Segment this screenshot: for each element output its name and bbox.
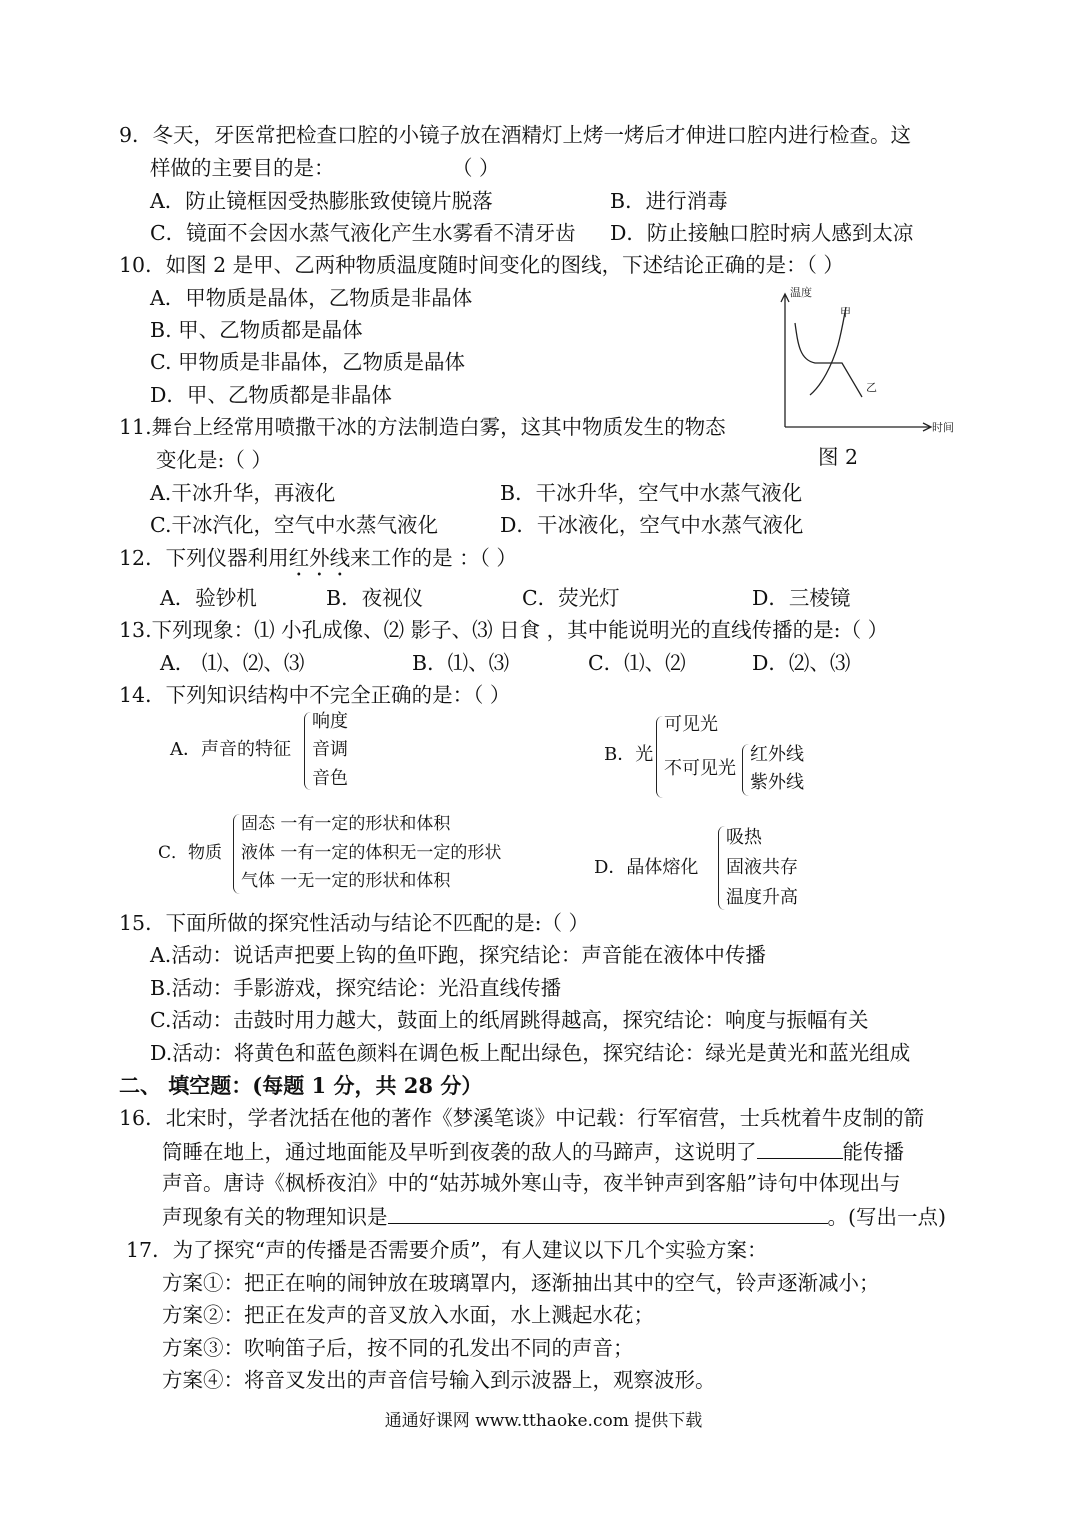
q10-option-a: A．甲物质是晶体，乙物质是非晶体 xyxy=(150,286,473,310)
q11-option-a: A.干冰升华，再液化 xyxy=(150,481,336,505)
figure-caption: 图 2 xyxy=(818,445,859,469)
q14-b-invisible: 不可见光 xyxy=(664,758,736,779)
q14-c-item-1: 固态 一有一定的形状和体积 xyxy=(241,814,451,834)
q12-emphasis: 红外线 xyxy=(288,546,351,570)
q14-a-label: A．声音的特征 xyxy=(170,739,291,760)
q17-plan-3: 方案③：吹响笛子后，按不同的孔发出不同的声音； xyxy=(162,1336,634,1360)
q15-option-a: A.活动：说话声把要上钩的鱼吓跑，探究结论：声音能在液体中传播 xyxy=(150,943,766,967)
q14-a-item-1: 响度 xyxy=(312,711,348,732)
q17-plan-1: 方案①：把正在响的闹钟放在玻璃罩内，逐渐抽出其中的空气，铃声逐渐减小； xyxy=(162,1271,880,1295)
q13-option-a: A． ⑴、⑵、⑶ xyxy=(160,651,305,675)
q16-line2 xyxy=(162,1136,904,1167)
q14-d-item-3: 温度升高 xyxy=(726,887,798,908)
q14-a-brace xyxy=(304,712,311,790)
q16-line3: 声音。唐诗《枫桥夜泊》中的“姑苏城外寒山寺，夜半钟声到客船”诗句中体现出与 xyxy=(162,1171,901,1195)
q14-a-item-2: 音调 xyxy=(312,739,348,760)
q16-line1: 16．北宋时，学者沈括在他的著作《梦溪笔谈》中记载：行军宿营，士兵枕着牛皮制的箭 xyxy=(119,1106,925,1130)
q16-line2-tail: 能传播 xyxy=(842,1140,904,1164)
q15-option-c: C.活动：击鼓时用力越大，鼓面上的纸屑跳得越高，探究结论：响度与振幅有关 xyxy=(150,1008,869,1032)
q9-option-d: D．防止接触口腔时病人感到太凉 xyxy=(610,221,914,245)
q16-blank-1[interactable] xyxy=(757,1136,843,1159)
q14-b-sub-brace xyxy=(742,744,749,796)
q16-line4-tail: 。(写出一点) xyxy=(827,1205,946,1229)
q12-option-d: D．三棱镜 xyxy=(752,586,851,610)
q14-line1: 14．下列知识结构中不完全正确的是：（ ） xyxy=(119,683,511,707)
q14-c-item-2: 液体 一有一定的体积无一定的形状 xyxy=(241,843,502,863)
q14-d-label: D．晶体熔化 xyxy=(594,857,699,878)
q13-option-b: B．⑴、⑶ xyxy=(412,651,510,675)
q14-c-item-3: 气体 一无一定的形状和体积 xyxy=(241,871,451,891)
q16-line4 xyxy=(162,1201,946,1232)
q9-line1: 9．冬天，牙医常把检查口腔的小镜子放在酒精灯上烤一烤后才伸进口腔内进行检查。这 xyxy=(119,123,912,147)
q16-line4-text: 声现象有关的物理知识是 xyxy=(162,1205,388,1229)
q10-line1: 10．如图 2 是甲、乙两种物质温度随时间变化的图线，下述结论正确的是：（ ） xyxy=(119,253,844,277)
figure-jia-label: 甲 xyxy=(840,306,851,319)
q13-option-c: C．⑴、⑵ xyxy=(588,651,686,675)
q10-option-c: C. 甲物质是非晶体，乙物质是晶体 xyxy=(150,350,465,374)
q9-option-c: C．镜面不会因水蒸气液化产生水雾看不清牙齿 xyxy=(150,221,576,245)
q15-option-d: D.活动：将黄色和蓝色颜料在调色板上配出绿色，探究结论：绿光是黄光和蓝光组成 xyxy=(150,1041,911,1065)
q9-option-b: B．进行消毒 xyxy=(610,189,728,213)
q17-plan-2: 方案②：把正在发声的音叉放入水面，水上溅起水花； xyxy=(162,1303,654,1327)
q13-line1: 13.下列现象：⑴ 小孔成像、⑵ 影子、⑶ 日食 ，其中能说明光的直线传播的是:（ ） xyxy=(119,618,889,642)
q14-d-item-1: 吸热 xyxy=(726,827,762,848)
q16-line2-text: 筒睡在地上，通过地面能及早听到夜袭的敌人的马蹄声，这说明了 xyxy=(162,1140,757,1164)
figure-ylabel: 温度 xyxy=(790,286,812,299)
q9-paren: （ ） xyxy=(452,156,500,180)
q14-b-item-1: 红外线 xyxy=(750,744,804,765)
q14-b-label: B．光 xyxy=(604,744,654,765)
q11-option-b: B．干冰升华，空气中水蒸气液化 xyxy=(500,481,803,505)
q14-a-item-3: 音色 xyxy=(312,768,348,789)
q12-text-pre: 12．下列仪器利用 xyxy=(119,546,289,570)
q12-text-post: 来工作的是 ：（ ） xyxy=(350,546,517,570)
q12-option-b: B．夜视仪 xyxy=(326,586,424,610)
figure-yi-label: 乙 xyxy=(866,381,877,394)
page-footer: 通通好课网 www.tthaoke.com 提供下载 xyxy=(384,1411,703,1431)
q12-option-a: A．验钞机 xyxy=(160,586,257,610)
q9-option-a: A．防止镜框因受热膨胀致使镜片脱落 xyxy=(150,189,493,213)
section-2-heading: 二、 填空题：(每题 1 分，共 28 分） xyxy=(119,1073,483,1098)
q15-option-b: B.活动：手影游戏，探究结论：光沿直线传播 xyxy=(150,976,562,1000)
q14-c-label: C．物质 xyxy=(158,843,223,863)
q17-line1: 17．为了探究“声的传播是否需要介质”，有人建议以下几个实验方案： xyxy=(126,1238,768,1262)
q17-plan-4: 方案④：将音叉发出的声音信号输入到示波器上，观察波形。 xyxy=(162,1368,716,1392)
q13-option-d: D．⑵、⑶ xyxy=(752,651,851,675)
q14-d-brace xyxy=(718,826,725,910)
q12-line1 xyxy=(119,543,517,581)
q14-b-brace xyxy=(656,716,663,798)
q11-line2: 变化是:（ ） xyxy=(156,448,272,472)
q14-d-item-2: 固液共存 xyxy=(726,857,798,878)
figure-2-graph xyxy=(760,285,950,435)
q11-line1: 11.舞台上经常用喷撒干冰的方法制造白雾，这其中物质发生的物态 xyxy=(119,415,726,439)
q14-c-brace xyxy=(233,814,240,894)
figure-xlabel: 时间 xyxy=(932,421,954,434)
q9-line2: 样做的主要目的是： xyxy=(150,156,335,180)
q10-option-b: B. 甲、乙物质都是晶体 xyxy=(150,318,363,342)
q16-blank-2[interactable] xyxy=(388,1201,828,1224)
q14-b-visible: 可见光 xyxy=(664,714,718,735)
q14-b-item-2: 紫外线 xyxy=(750,772,804,793)
q11-option-c: C.干冰汽化，空气中水蒸气液化 xyxy=(150,513,438,537)
q15-line1: 15．下面所做的探究性活动与结论不匹配的是:（ ） xyxy=(119,911,590,935)
q12-option-c: C．荧光灯 xyxy=(522,586,620,610)
q10-option-d: D．甲、乙物质都是非晶体 xyxy=(150,383,392,407)
q11-option-d: D．干冰液化，空气中水蒸气液化 xyxy=(500,513,804,537)
